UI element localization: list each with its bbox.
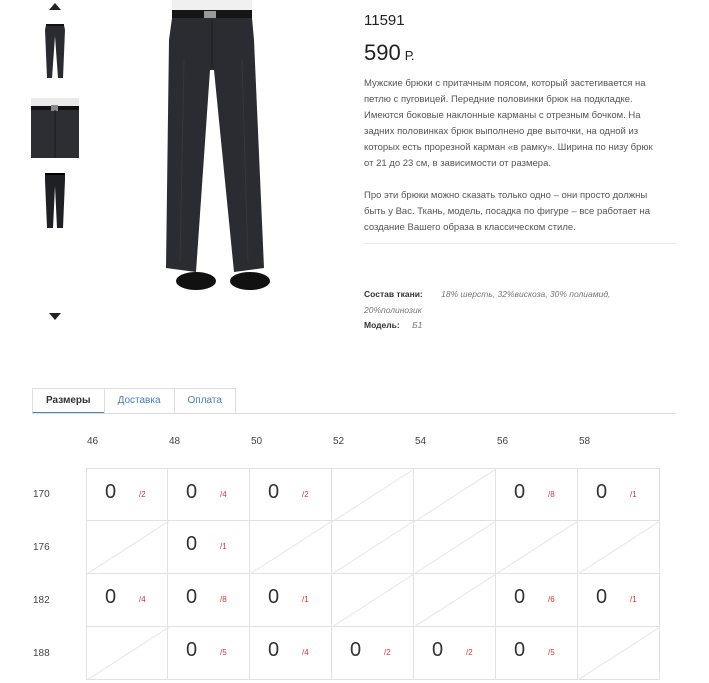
size-cell-quantity: 0 bbox=[105, 481, 117, 503]
size-cell-quantity: 0 bbox=[514, 639, 526, 661]
size-cell-quantity: 0 bbox=[268, 481, 280, 503]
size-cell-quantity: 0 bbox=[514, 481, 526, 503]
size-cell-stock-count: /2 bbox=[384, 648, 391, 657]
tabs-underline bbox=[32, 413, 676, 414]
unavailable-diagonal-icon bbox=[87, 521, 169, 574]
size-cell-stock-count: /6 bbox=[548, 595, 555, 604]
size-cell-unavailable bbox=[496, 521, 578, 574]
size-cell-quantity: 0 bbox=[596, 586, 608, 608]
gallery-up-arrow-icon[interactable] bbox=[49, 3, 61, 10]
size-cell[interactable] bbox=[250, 468, 332, 521]
size-cell[interactable] bbox=[168, 468, 250, 521]
size-cell-unavailable bbox=[250, 521, 332, 574]
size-cell[interactable] bbox=[168, 574, 250, 627]
size-cell-unavailable bbox=[414, 521, 496, 574]
size-cell-stock-count: /4 bbox=[139, 595, 146, 604]
size-cell-unavailable bbox=[414, 574, 496, 627]
size-column-header: 52 bbox=[333, 436, 345, 447]
trousers-front-icon bbox=[31, 22, 79, 82]
size-cell-quantity: 0 bbox=[186, 481, 198, 503]
product-price bbox=[364, 40, 415, 66]
size-column-header: 58 bbox=[579, 436, 591, 447]
size-cell-stock-count: /2 bbox=[139, 490, 146, 499]
description-paragraph-1: Мужские брюки с притачным поясом, который застегивается на петлю с пуговицей. Передние половинки брюк на подкладке. Имеются боковые наклонные карманы с отрезным бочком. На задних половинках брюк выполнено две выточки, на одной из которых есть прорезной карман «в рамку». Ширина по низу брюк от 21 до 23 см, в зависимости от размера. bbox=[364, 78, 653, 169]
size-cell-unavailable bbox=[86, 627, 168, 680]
size-cell[interactable] bbox=[496, 468, 578, 521]
size-cell-stock-count: /1 bbox=[302, 595, 309, 604]
size-cell-unavailable bbox=[332, 468, 414, 521]
unavailable-diagonal-icon bbox=[414, 469, 496, 522]
product-sku: 11591 bbox=[364, 12, 405, 29]
size-cell-stock-count: /4 bbox=[302, 648, 309, 657]
unavailable-diagonal-icon bbox=[578, 521, 660, 574]
model-line bbox=[364, 320, 422, 330]
thumbnail-trousers-waist[interactable] bbox=[31, 98, 79, 158]
size-cell-stock-count: /8 bbox=[548, 490, 555, 499]
size-cell-stock-count: /1 bbox=[630, 595, 637, 604]
size-cell-stock-count: /1 bbox=[630, 490, 637, 499]
size-column-header: 50 bbox=[251, 436, 263, 447]
main-product-photo[interactable] bbox=[114, 0, 304, 298]
price-value: 590 bbox=[364, 40, 401, 65]
size-cell-unavailable bbox=[578, 521, 660, 574]
size-cell-stock-count: /1 bbox=[220, 542, 227, 551]
tab-sizes[interactable]: Размеры bbox=[32, 388, 105, 414]
size-cell[interactable] bbox=[578, 468, 660, 521]
unavailable-diagonal-icon bbox=[414, 574, 496, 627]
tab-delivery[interactable]: Доставка bbox=[104, 388, 175, 413]
size-cell-quantity: 0 bbox=[596, 481, 608, 503]
thumbnail-trousers-full[interactable] bbox=[31, 172, 79, 232]
size-cell-quantity: 0 bbox=[432, 639, 444, 661]
size-cell[interactable] bbox=[250, 627, 332, 680]
size-cell-unavailable bbox=[332, 574, 414, 627]
size-cell-stock-count: /8 bbox=[220, 595, 227, 604]
size-cell-stock-count: /5 bbox=[548, 648, 555, 657]
size-column-header: 48 bbox=[169, 436, 181, 447]
size-cell-stock-count: /4 bbox=[220, 490, 227, 499]
composition-line bbox=[364, 289, 610, 299]
size-cell[interactable] bbox=[86, 468, 168, 521]
size-cell[interactable] bbox=[332, 627, 414, 680]
description-paragraph-2: Про эти брюки можно сказать только одно – они просто должны быть у Вас. Ткань, модель, посадка по фигуре – все работает на создание Вашего образа в классическом стиле. bbox=[364, 190, 651, 233]
divider bbox=[364, 243, 676, 244]
size-cell[interactable] bbox=[168, 521, 250, 574]
composition-line-cont bbox=[364, 305, 422, 315]
size-cell-quantity: 0 bbox=[350, 639, 362, 661]
size-cell-quantity: 0 bbox=[186, 586, 198, 608]
height-row-header: 182 bbox=[33, 595, 50, 606]
composition-label: Состав ткани: bbox=[364, 289, 423, 299]
trousers-full-icon bbox=[31, 172, 79, 232]
size-cell-quantity: 0 bbox=[186, 639, 198, 661]
size-column-header: 56 bbox=[497, 436, 509, 447]
height-row-header: 170 bbox=[33, 489, 50, 500]
size-cell-unavailable bbox=[414, 468, 496, 521]
size-cell[interactable] bbox=[414, 627, 496, 680]
size-cell[interactable] bbox=[578, 574, 660, 627]
size-column-header: 46 bbox=[87, 436, 99, 447]
unavailable-diagonal-icon bbox=[496, 521, 578, 574]
size-cell-quantity: 0 bbox=[186, 533, 198, 555]
unavailable-diagonal-icon bbox=[250, 521, 332, 574]
unavailable-diagonal-icon bbox=[332, 469, 414, 522]
size-cell-stock-count: /2 bbox=[466, 648, 473, 657]
unavailable-diagonal-icon bbox=[414, 521, 496, 574]
size-cell-quantity: 0 bbox=[105, 586, 117, 608]
size-cell[interactable] bbox=[250, 574, 332, 627]
model-label: Модель: bbox=[364, 320, 400, 330]
size-cell-unavailable bbox=[332, 521, 414, 574]
thumbnail-trousers-front[interactable] bbox=[31, 22, 79, 82]
size-cell-unavailable bbox=[578, 627, 660, 680]
unavailable-diagonal-icon bbox=[332, 521, 414, 574]
size-cell-unavailable bbox=[86, 521, 168, 574]
size-cell[interactable] bbox=[168, 627, 250, 680]
trousers-waist-icon bbox=[31, 98, 79, 158]
trousers-on-model-image bbox=[114, 0, 304, 298]
info-tabs bbox=[32, 388, 235, 413]
price-currency: Р. bbox=[404, 48, 415, 63]
composition-value: 18% шерсть, 32%вискоза, 30% полиамид, bbox=[441, 289, 611, 299]
model-value: Б1 bbox=[412, 320, 423, 330]
size-cell-quantity: 0 bbox=[268, 586, 280, 608]
size-cell-quantity: 0 bbox=[268, 639, 280, 661]
size-cell-quantity: 0 bbox=[514, 586, 526, 608]
height-row-header: 188 bbox=[33, 648, 50, 659]
unavailable-diagonal-icon bbox=[578, 627, 660, 680]
size-cell-stock-count: /2 bbox=[302, 490, 309, 499]
unavailable-diagonal-icon bbox=[87, 627, 169, 680]
size-cell[interactable] bbox=[496, 627, 578, 680]
composition-value-cont: 20%полинозик bbox=[364, 305, 422, 315]
product-description bbox=[364, 76, 664, 252]
gallery-down-arrow-icon[interactable] bbox=[49, 313, 61, 320]
unavailable-diagonal-icon bbox=[332, 574, 414, 627]
height-row-header: 176 bbox=[33, 542, 50, 553]
size-cell[interactable] bbox=[496, 574, 578, 627]
tab-payment[interactable]: Оплата bbox=[174, 388, 236, 413]
size-cell-stock-count: /5 bbox=[220, 648, 227, 657]
size-cell[interactable] bbox=[86, 574, 168, 627]
size-column-header: 54 bbox=[415, 436, 427, 447]
